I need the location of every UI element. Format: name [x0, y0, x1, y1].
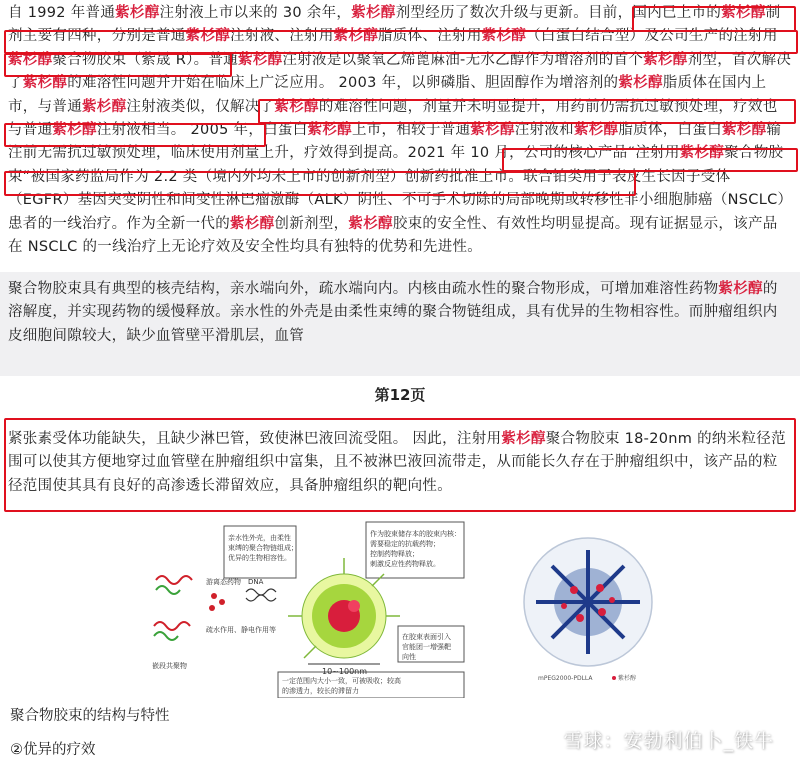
keyword-paclitaxel: 紫杉醇	[185, 28, 231, 45]
article-paragraph-3	[8, 428, 792, 498]
keyword-paclitaxel: 紫杉醇	[8, 51, 53, 68]
keyword-paclitaxel: 紫杉醇	[230, 215, 275, 232]
note-size-line-2: 的渗透力，较长的滞留力	[282, 687, 359, 695]
label-mpeg: mPEG2000-PDLLA	[538, 675, 593, 682]
text-segment: 注射液上市以来的 30 余年，	[159, 5, 352, 21]
text-segment: 自 1992 年普通	[8, 5, 116, 21]
text-segment: 脂质体在国内上市，与普通	[8, 75, 767, 115]
text-segment: 注射液类似，仅解决了	[126, 98, 275, 115]
keyword-paclitaxel: 紫杉醇	[82, 98, 127, 115]
keyword-paclitaxel: 紫杉醇	[22, 75, 68, 92]
keyword-paclitaxel: 紫杉醇	[115, 5, 160, 21]
keyword-paclitaxel: 紫杉醇	[333, 28, 379, 45]
text-segment: 注射液、注射用	[230, 28, 334, 45]
keyword-paclitaxel: 紫杉醇	[348, 215, 393, 232]
label-scale: 10~100nm	[322, 667, 368, 676]
text-segment: 的难溶性问题，剂量并未明显提升，用药前仍需抗过敏预处理，疗效也与普通	[8, 98, 778, 139]
article-paragraph-1	[8, 2, 792, 259]
text-segment: 的溶解度，并实现药物的缓慢释放。亲水性的外壳是由柔性束缚的聚合物链组成，具有优异的生物相容性。而肿瘤组织内皮细胞间隙较大，缺少血管壁平滑肌层，血管	[8, 281, 778, 344]
keyword-paclitaxel: 紫杉醇	[618, 75, 663, 92]
watermark	[533, 726, 774, 753]
text-segment: 剂型经历了数次升级与更新。目前，国内已上市的	[395, 5, 722, 21]
note-core-line-3: 控制药物释放；	[370, 550, 419, 558]
watermark-text: 雪球：安勃利伯卜_铁牛	[563, 730, 774, 752]
note-shell-line-2: 束缚的聚合物链组成；	[228, 544, 298, 552]
text-segment: 剂型，首次解决了	[8, 51, 792, 92]
text-segment: 上市，相较于普通	[351, 122, 471, 139]
keyword-paclitaxel: 紫杉醇	[307, 122, 352, 139]
text-segment: 脂质体，白蛋白	[618, 122, 722, 139]
keyword-paclitaxel: 紫杉醇	[501, 431, 546, 447]
text-segment: 聚合物胶束（紫晟 R）。普通	[52, 51, 239, 68]
text-segment: 输注前无需抗过敏预处理，临床使用剂量上升，疗效得到提高。2021 年 10 月，公司的核心产品“注射用	[8, 122, 782, 162]
keyword-paclitaxel: 紫杉醇	[643, 51, 688, 68]
keyword-paclitaxel: 紫杉醇	[274, 98, 319, 115]
text-segment: 聚合物胶束”被国家药监局作为 2.2 类（境内外均未上市的创新剂型）创新药批准上市。联合铂类用于表皮生长因子受体（EGFR）基因突变阴性和间变性淋巴瘤激酶（ALK）阴性、不可手术切除的局部晚期或转移性非小细胞肺癌（NSCLC）患者的一线治疗。作为全新一代的	[8, 145, 786, 232]
keyword-paclitaxel: 紫杉醇	[679, 145, 725, 162]
keyword-paclitaxel: 紫杉醇	[481, 28, 527, 45]
text-segment: 紧张素受体功能缺失，且缺少淋巴管，致使淋巴液回流受阻。 因此，注射用	[8, 431, 502, 447]
text-segment: 脂质体、注射用	[378, 28, 482, 45]
note-shell-line-3: 优异的生物相容性。	[228, 554, 291, 562]
text-segment: 聚合物胶束具有典型的核壳结构，亲水端向外，疏水端向内。内核由疏水性的聚合物形成，可增加难溶性药物	[8, 281, 719, 297]
keyword-paclitaxel: 紫杉醇	[470, 122, 515, 139]
keyword-paclitaxel: 紫杉醇	[721, 122, 767, 139]
text-segment: 的难溶性问题并开始在临床上广泛应用。 2003 年，以卵磷脂、胆固醇作为增溶剂的	[67, 75, 619, 92]
label-polymer: 嵌段共聚物	[152, 662, 187, 670]
note-surface-line-1: 在胶束表面引入	[402, 633, 451, 641]
page-marker: 第12页	[374, 386, 426, 404]
text-segment: 注射液相当。 2005 年，白蛋白	[96, 122, 308, 139]
text-segment: 聚合物胶束 18-20nm 的纳米粒径范围可以使其方便地穿过血管壁在肿瘤组织中富集，且不被淋巴液回流带走，从而能长久存在于肿瘤组织中，该产品的粒径范围使其具有良好的高渗透长滞留效应，具备肿瘤组织的靶向性。	[8, 431, 786, 494]
text-segment: （白蛋白结合型）及公司生产的注射用	[526, 28, 778, 45]
micelle-structure-figure	[148, 518, 478, 698]
text-segment: 胶束的安全性、有效性均明显提高。现有证据显示，该产品在 NSCLC 的一线治疗上无论疗效及安全性均具有独特的优势和先进性。	[8, 215, 778, 256]
figure-caption: 聚合物胶束的结构与特性	[10, 708, 170, 724]
paragraph-2-text	[8, 278, 792, 348]
keyword-paclitaxel: 紫杉醇	[573, 122, 619, 139]
label-interaction: 疏水作用、静电作用等	[206, 626, 276, 634]
note-size-line-1: 一定范围内大小一致，可被吸收；较高	[282, 677, 401, 685]
keyword-paclitaxel: 紫杉醇	[238, 51, 283, 68]
note-shell-line-1: 亲水性外壳，由柔性	[228, 534, 291, 542]
keyword-paclitaxel: 紫杉醇	[718, 281, 763, 297]
snowball-logo-icon	[533, 730, 559, 750]
note-surface-line-2: 官能团一增强靶	[402, 643, 451, 651]
note-core-line-2: 需要稳定的抗载药物；	[370, 540, 440, 548]
text-segment: 创新剂型，	[274, 215, 349, 232]
keyword-paclitaxel: 紫杉醇	[351, 5, 396, 21]
micelle-core-figure	[508, 530, 668, 690]
text-segment: 注射液和	[514, 122, 574, 139]
note-core-line-4: 刺激反应性药物释放。	[370, 560, 440, 568]
note-surface-line-3: 向性	[402, 653, 416, 661]
section-heading-efficacy: ②优异的疗效	[10, 742, 96, 758]
text-segment: 注射液是以聚氧乙烯蓖麻油-无水乙醇作为增溶剂的首个	[282, 51, 644, 68]
label-dna: DNA	[248, 578, 264, 586]
article-paragraph-2	[8, 278, 792, 348]
paragraph-1-text	[8, 2, 792, 259]
label-drug: 游离态药物	[206, 578, 241, 586]
text-segment: 制剂主要有四种，分别是普通	[8, 5, 781, 45]
label-ptx: 紫杉醇	[618, 675, 637, 682]
note-core-line-1: 作为胶束储存本的胶束内核：	[370, 530, 461, 538]
paragraph-3-text	[8, 428, 792, 498]
keyword-paclitaxel: 紫杉醇	[721, 5, 766, 21]
keyword-paclitaxel: 紫杉醇	[52, 122, 97, 139]
